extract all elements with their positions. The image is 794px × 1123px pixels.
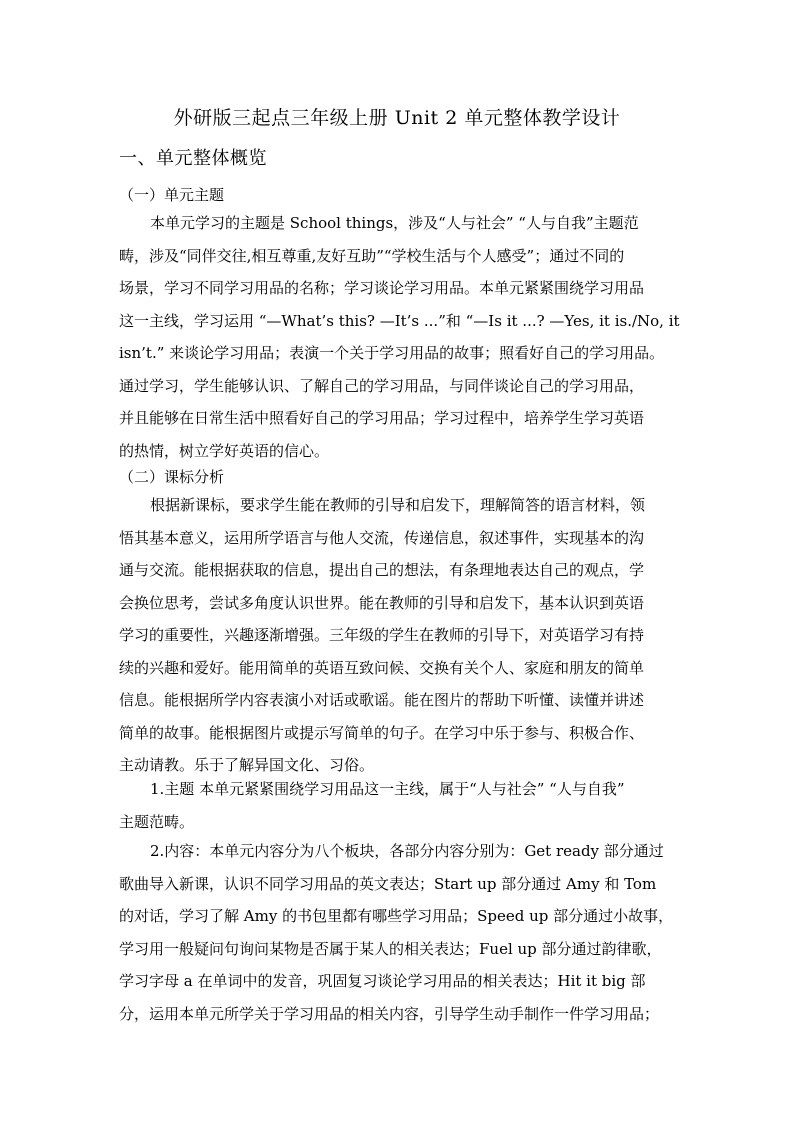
paragraph-line: 根据新课标，要求学生能在教师的引导和启发下，理解简答的语言材料，领	[150, 496, 646, 514]
subsection-heading-unit-theme: （一）单元主题	[119, 186, 225, 204]
paragraph-line: 信息。能根据所学内容表演小对话或歌谣。能在图片的帮助下听懂、读懂并讲述	[119, 691, 645, 709]
paragraph-line: 并且能够在日常生活中照看好自己的学习用品；学习过程中，培养学生学习英语	[119, 409, 645, 427]
paragraph-line: 本单元学习的主题是 School things，涉及“人与社会” “人与自我”主题范	[150, 214, 639, 232]
paragraph-curriculum-analysis	[119, 489, 681, 782]
paragraph-line: 简单的故事。能根据图片或提示写简单的句子。在学习中乐于参与、积极合作、	[119, 723, 645, 742]
paragraph-line: 主动请教。乐于了解异国文化、习俗。	[119, 756, 375, 774]
paragraph-line: 通与交流。能根据获取的信息，提出自己的想法，有条理地表达自己的观点，学	[119, 561, 645, 579]
paragraph-line: 学习用一般疑问句询问某物是否属于某人的相关表达；Fuel up 部分通过韵律歌，	[119, 939, 662, 958]
paragraph-line: 学习的重要性，兴趣逐渐增强。三年级的学生在教师的引导下，对英语学习有持	[119, 626, 645, 644]
paragraph-line: 场景，学习不同学习用品的名称；学习谈论学习用品。本单元紧紧围绕学习用品	[119, 279, 645, 297]
paragraph-line: 的对话，学习了解 Amy 的书包里都有哪些学习用品；Speed up 部分通过小故事，	[119, 907, 674, 925]
paragraph-line: 分，运用本单元所学关于学习用品的相关内容，引导学生动手制作一件学习用品；	[119, 1004, 660, 1023]
paragraph-line: 悟其基本意义，运用所学语言与他人交流，传递信息，叙述事件，实现基本的沟	[119, 528, 645, 547]
document-title: 外研版三起点三年级上册 Unit 2 单元整体教学设计	[173, 107, 621, 129]
paragraph-line: 会换位思考，尝试多角度认识世界。能在教师的引导和启发下，基本认识到英语	[119, 593, 645, 612]
paragraph-line: 的热情，树立学好英语的信心。	[119, 441, 330, 460]
paragraph-unit-theme	[119, 207, 681, 467]
paragraph-line: 这一主线，学习运用 “—What’s this? —It’s ...”和 “—Is it ...? —Yes, it is./No, it	[119, 311, 680, 330]
paragraph-line: 学习字母 a 在单词中的发音，巩固复习谈论学习用品的相关表达；Hit it big 部	[119, 972, 646, 990]
paragraph-point-theme	[119, 773, 681, 838]
paragraph-line: 1.主题 本单元紧紧围绕学习用品这一主线，属于“人与社会” “人与自我”	[150, 780, 625, 798]
paragraph-line: 歌曲导入新课，认识不同学习用品的英文表达；Start up 部分通过 Amy 和 Tom	[119, 874, 657, 893]
section-heading-overview: 一、单元整体概览	[119, 148, 267, 169]
subsection-heading-curriculum-analysis: （二）课标分析	[119, 468, 225, 486]
paragraph-line: 续的兴趣和爱好。能用简单的英语互致问候、交换有关个人、家庭和朋友的简单	[119, 658, 645, 677]
paragraph-point-content	[119, 835, 681, 1030]
paragraph-line: 主题范畴。	[119, 812, 195, 831]
paragraph-line: isn’t.” 来谈论学习用品；表演一个关于学习用品的故事；照看好自己的学习用品。	[119, 344, 665, 362]
paragraph-line: 2.内容：本单元内容分为八个板块，各部分内容分别为：Get ready 部分通过	[150, 842, 664, 860]
paragraph-line: 通过学习，学生能够认识、了解自己的学习用品，与同伴谈论自己的学习用品，	[119, 376, 645, 395]
paragraph-line: 畴，涉及“同伴交往,相互尊重,友好互助”“学校生活与个人感受”；通过不同的	[119, 246, 625, 265]
